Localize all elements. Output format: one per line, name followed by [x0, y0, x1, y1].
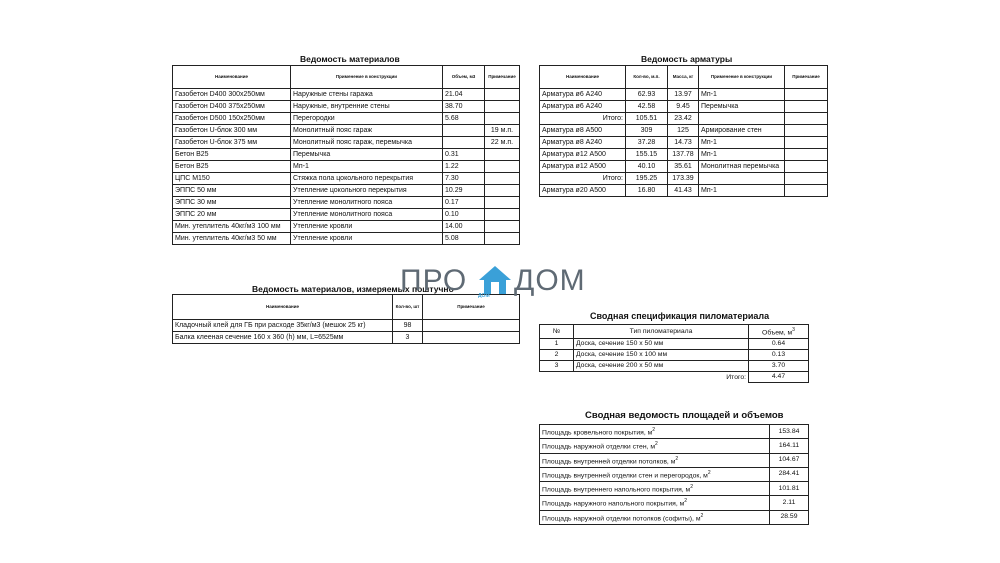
rebar-name-cell: Арматура ø8 А240: [540, 137, 626, 149]
table-row: [540, 113, 828, 125]
table-row: [173, 221, 520, 233]
usage-cell: Монолитный пояс гараж: [291, 125, 443, 137]
table-row: [540, 149, 828, 161]
index-cell: 1: [540, 339, 574, 350]
usage-cell: [699, 113, 785, 125]
material-name-cell: ЭППС 30 мм: [173, 197, 291, 209]
mass-cell: 137.78: [668, 149, 699, 161]
area-value-cell: 104.67: [770, 453, 809, 467]
area-value-cell: 2.11: [770, 496, 809, 510]
volume-cell: 10.29: [443, 185, 485, 197]
volume-cell: 21.04: [443, 89, 485, 101]
column-header: Кол-во, м.п.: [626, 66, 668, 89]
mass-cell: 173.39: [668, 173, 699, 185]
length-cell: 37.28: [626, 137, 668, 149]
length-cell: 195.25: [626, 173, 668, 185]
column-header: Объем, м3: [443, 66, 485, 89]
volume-cell: 0.64: [749, 339, 809, 350]
table-row: [173, 101, 520, 113]
material-name-cell: Газобетон D500 150х250мм: [173, 113, 291, 125]
lumber-type-cell: Доска, сечение 150 х 50 мм: [574, 339, 749, 350]
lumber-type-cell: Доска, сечение 150 х 100 мм: [574, 350, 749, 361]
note-cell: [485, 209, 520, 221]
volume-cell: 5.68: [443, 113, 485, 125]
note-cell: [785, 137, 828, 149]
note-cell: [785, 89, 828, 101]
column-header: Примечание: [423, 295, 520, 320]
table-row: [540, 101, 828, 113]
unit-superscript: 3: [792, 327, 795, 333]
logo-subtext: ДОМ: [478, 293, 490, 299]
table-header-row: [540, 66, 828, 89]
mass-cell: 41.43: [668, 185, 699, 197]
mass-cell: 35.61: [668, 161, 699, 173]
unit-superscript: 2: [684, 498, 688, 505]
material-name-cell: Бетон В25: [173, 161, 291, 173]
area-label-cell: Площадь наружной отделки стен, $м^2$: [540, 439, 770, 453]
item-name-cell: Балка клееная сечение 160 х 360 (h) мм, L=6525мм: [173, 332, 393, 344]
length-cell: 40.10: [626, 161, 668, 173]
column-header: Тип пиломатериала: [574, 325, 749, 339]
piece-materials-title: Ведомость материалов, измеряемых поштучно: [252, 284, 454, 294]
materials-table: [172, 65, 520, 245]
note-cell: [485, 173, 520, 185]
table-row: [540, 89, 828, 101]
table-header-row: [173, 66, 520, 89]
note-cell: [785, 149, 828, 161]
usage-cell: Мп-1: [291, 161, 443, 173]
volume-cell: 5.08: [443, 233, 485, 245]
rebar-name-cell: Арматура ø20 А500: [540, 185, 626, 197]
length-cell: 62.93: [626, 89, 668, 101]
table-row: [540, 173, 828, 185]
volume-cell: 0.10: [443, 209, 485, 221]
lumber-table: [539, 324, 809, 383]
usage-cell: Утепление цокольного перекрытия: [291, 185, 443, 197]
house-icon: [478, 265, 512, 295]
areas-title: Сводная ведомость площадей и объемов: [585, 410, 784, 421]
table-row: [173, 149, 520, 161]
area-value-cell: 153.84: [770, 425, 809, 439]
usage-cell: Стяжка пола цокольного перекрытия: [291, 173, 443, 185]
rebar-name-cell: Арматура ø8 А500: [540, 125, 626, 137]
note-cell: [785, 113, 828, 125]
table-row: [540, 496, 809, 510]
column-header: Масса, кг: [668, 66, 699, 89]
table-row: [540, 125, 828, 137]
note-cell: [785, 101, 828, 113]
table-row: [540, 467, 809, 481]
rebar-table: [539, 65, 828, 197]
volume-cell: 14.00: [443, 221, 485, 233]
material-name-cell: Газобетон D400 375х250мм: [173, 101, 291, 113]
usage-cell: Армирование стен: [699, 125, 785, 137]
column-header: Наименование: [173, 295, 393, 320]
unit-superscript: 2: [655, 441, 658, 448]
unit-superscript: 2: [690, 484, 694, 491]
mass-cell: 23.42: [668, 113, 699, 125]
rebar-name-cell: Арматура ø6 А240: [540, 101, 626, 113]
material-name-cell: Газобетон D400 300х250мм: [173, 89, 291, 101]
unit-superscript: 2: [652, 427, 656, 433]
column-header: Наименование: [173, 66, 291, 89]
usage-cell: Монолитная перемычка: [699, 161, 785, 173]
note-cell: [485, 149, 520, 161]
usage-cell: Мп-1: [699, 149, 785, 161]
unit-superscript: 2: [675, 455, 679, 462]
column-header: Объем, $м^3$: [749, 325, 809, 339]
table-row: [540, 482, 809, 496]
table-row: [173, 209, 520, 221]
area-value-cell: 284.41: [770, 467, 809, 481]
areas-table: [539, 424, 809, 525]
material-name-cell: Газобетон U-блок 300 мм: [173, 125, 291, 137]
item-name-cell: Кладочный клей для ГБ при расходе 35кг/м3 (мешок 25 кг): [173, 320, 393, 332]
note-cell: [423, 320, 520, 332]
length-cell: 105.51: [626, 113, 668, 125]
note-cell: [485, 221, 520, 233]
table-row: [173, 332, 520, 344]
table-row: [173, 233, 520, 245]
usage-cell: Наружные стены гаража: [291, 89, 443, 101]
table-row: [540, 361, 809, 372]
note-cell: [785, 125, 828, 137]
usage-cell: Монолитный пояс гараж, перемычка: [291, 137, 443, 149]
table-row: [540, 137, 828, 149]
volume-cell: 0.13: [749, 350, 809, 361]
length-cell: 309: [626, 125, 668, 137]
rebar-name-cell: Арматура ø6 А240: [540, 89, 626, 101]
table-row: [540, 510, 809, 524]
area-value-cell: 101.81: [770, 482, 809, 496]
table-row: [540, 185, 828, 197]
usage-cell: Перемычка: [291, 149, 443, 161]
area-label-cell: Площадь наружного напольного покрытия, $м^2$: [540, 496, 770, 510]
area-label-cell: Площадь кровельного покрытия, $м^2$: [540, 425, 770, 439]
mass-cell: 9.45: [668, 101, 699, 113]
total-label-cell: Итого:: [540, 173, 626, 185]
material-name-cell: Бетон В25: [173, 149, 291, 161]
table-row: [173, 89, 520, 101]
usage-cell: Мп-1: [699, 137, 785, 149]
volume-cell: 38.70: [443, 101, 485, 113]
usage-cell: Перегородки: [291, 113, 443, 125]
column-header: Кол-во, шт: [393, 295, 423, 320]
material-name-cell: ЭППС 20 мм: [173, 209, 291, 221]
length-cell: 42.58: [626, 101, 668, 113]
table-header-row: [540, 325, 809, 339]
area-label-cell: Площадь внутренней отделки потолков, $м^2$: [540, 453, 770, 467]
volume-cell: [443, 125, 485, 137]
count-cell: 98: [393, 320, 423, 332]
note-cell: 22 м.п.: [485, 137, 520, 149]
table-row: [173, 197, 520, 209]
mass-cell: 13.97: [668, 89, 699, 101]
length-cell: 16.80: [626, 185, 668, 197]
total-label-cell: Итого:: [540, 372, 749, 383]
logo-text-right: ДОМ: [514, 264, 586, 297]
note-cell: [485, 101, 520, 113]
table-row: [173, 125, 520, 137]
area-value-cell: 28.59: [770, 510, 809, 524]
volume-cell: 1.22: [443, 161, 485, 173]
total-value-cell: 4.47: [749, 372, 809, 383]
material-name-cell: Газобетон U-блок 375 мм: [173, 137, 291, 149]
volume-cell: 7.30: [443, 173, 485, 185]
table-row: [173, 113, 520, 125]
usage-cell: Утепление кровли: [291, 221, 443, 233]
table-row: [540, 425, 809, 439]
count-cell: 3: [393, 332, 423, 344]
usage-cell: Наружные, внутренние стены: [291, 101, 443, 113]
lumber-title: Сводная спецификация пиломатериала: [590, 311, 770, 321]
mass-cell: 125: [668, 125, 699, 137]
total-label-cell: Итого:: [540, 113, 626, 125]
table-row: [173, 161, 520, 173]
volume-cell: [443, 137, 485, 149]
column-header: №: [540, 325, 574, 339]
column-header: Примечание: [785, 66, 828, 89]
note-cell: [485, 185, 520, 197]
length-cell: 155.15: [626, 149, 668, 161]
table-row: [540, 161, 828, 173]
note-cell: [423, 332, 520, 344]
material-name-cell: ЦПС М150: [173, 173, 291, 185]
note-cell: [485, 113, 520, 125]
column-header: Примечание: [485, 66, 520, 89]
note-cell: [485, 233, 520, 245]
usage-cell: Утепление кровли: [291, 233, 443, 245]
usage-cell: [699, 173, 785, 185]
unit-superscript: 2: [707, 469, 711, 476]
area-label-cell: Площадь внутреннего напольного покрытия, $м^2$: [540, 482, 770, 496]
volume-cell: 0.17: [443, 197, 485, 209]
column-header: Применение в конструкции: [699, 66, 785, 89]
table-row: [540, 339, 809, 350]
usage-cell: Перемычка: [699, 101, 785, 113]
volume-cell: 0.31: [443, 149, 485, 161]
usage-cell: Мп-1: [699, 185, 785, 197]
usage-cell: Утепление монолитного пояса: [291, 209, 443, 221]
index-cell: 2: [540, 350, 574, 361]
logo-text-left: ПРО: [400, 264, 468, 297]
rebar-name-cell: Арматура ø12 А500: [540, 149, 626, 161]
table-row: [540, 453, 809, 467]
mass-cell: 14.73: [668, 137, 699, 149]
column-header: Наименование: [540, 66, 626, 89]
volume-cell: 3.70: [749, 361, 809, 372]
rebar-name-cell: Арматура ø12 А500: [540, 161, 626, 173]
rebar-title: Ведомость арматуры: [641, 54, 733, 64]
note-cell: [785, 185, 828, 197]
unit-superscript: 2: [700, 512, 704, 519]
prodom-logo: [400, 263, 600, 303]
materials-title: Ведомость материалов: [300, 54, 400, 64]
note-cell: [485, 197, 520, 209]
area-value-cell: 164.11: [770, 439, 809, 453]
note-cell: [785, 161, 828, 173]
table-row: [173, 137, 520, 149]
area-label-cell: Площадь внутренней отделки стен и перегородок, $м^2$: [540, 467, 770, 481]
table-row: [540, 439, 809, 453]
note-cell: [485, 161, 520, 173]
usage-cell: Утепление монолитного пояса: [291, 197, 443, 209]
index-cell: 3: [540, 361, 574, 372]
note-cell: [485, 89, 520, 101]
usage-cell: Мп-1: [699, 89, 785, 101]
note-cell: 19 м.п.: [485, 125, 520, 137]
table-row: [173, 320, 520, 332]
material-name-cell: ЭППС 50 мм: [173, 185, 291, 197]
area-label-cell: Площадь наружной отделки потолков (софиты), $м^2$: [540, 510, 770, 524]
table-row: [173, 185, 520, 197]
material-name-cell: Мин. утеплитель 40кг/м3 100 мм: [173, 221, 291, 233]
note-cell: [785, 173, 828, 185]
lumber-type-cell: Доска, сечение 200 х 50 мм: [574, 361, 749, 372]
table-row: [173, 173, 520, 185]
material-name-cell: Мин. утеплитель 40кг/м3 50 мм: [173, 233, 291, 245]
total-row: [540, 372, 809, 383]
table-row: [540, 350, 809, 361]
column-header: Применение в конструкции: [291, 66, 443, 89]
